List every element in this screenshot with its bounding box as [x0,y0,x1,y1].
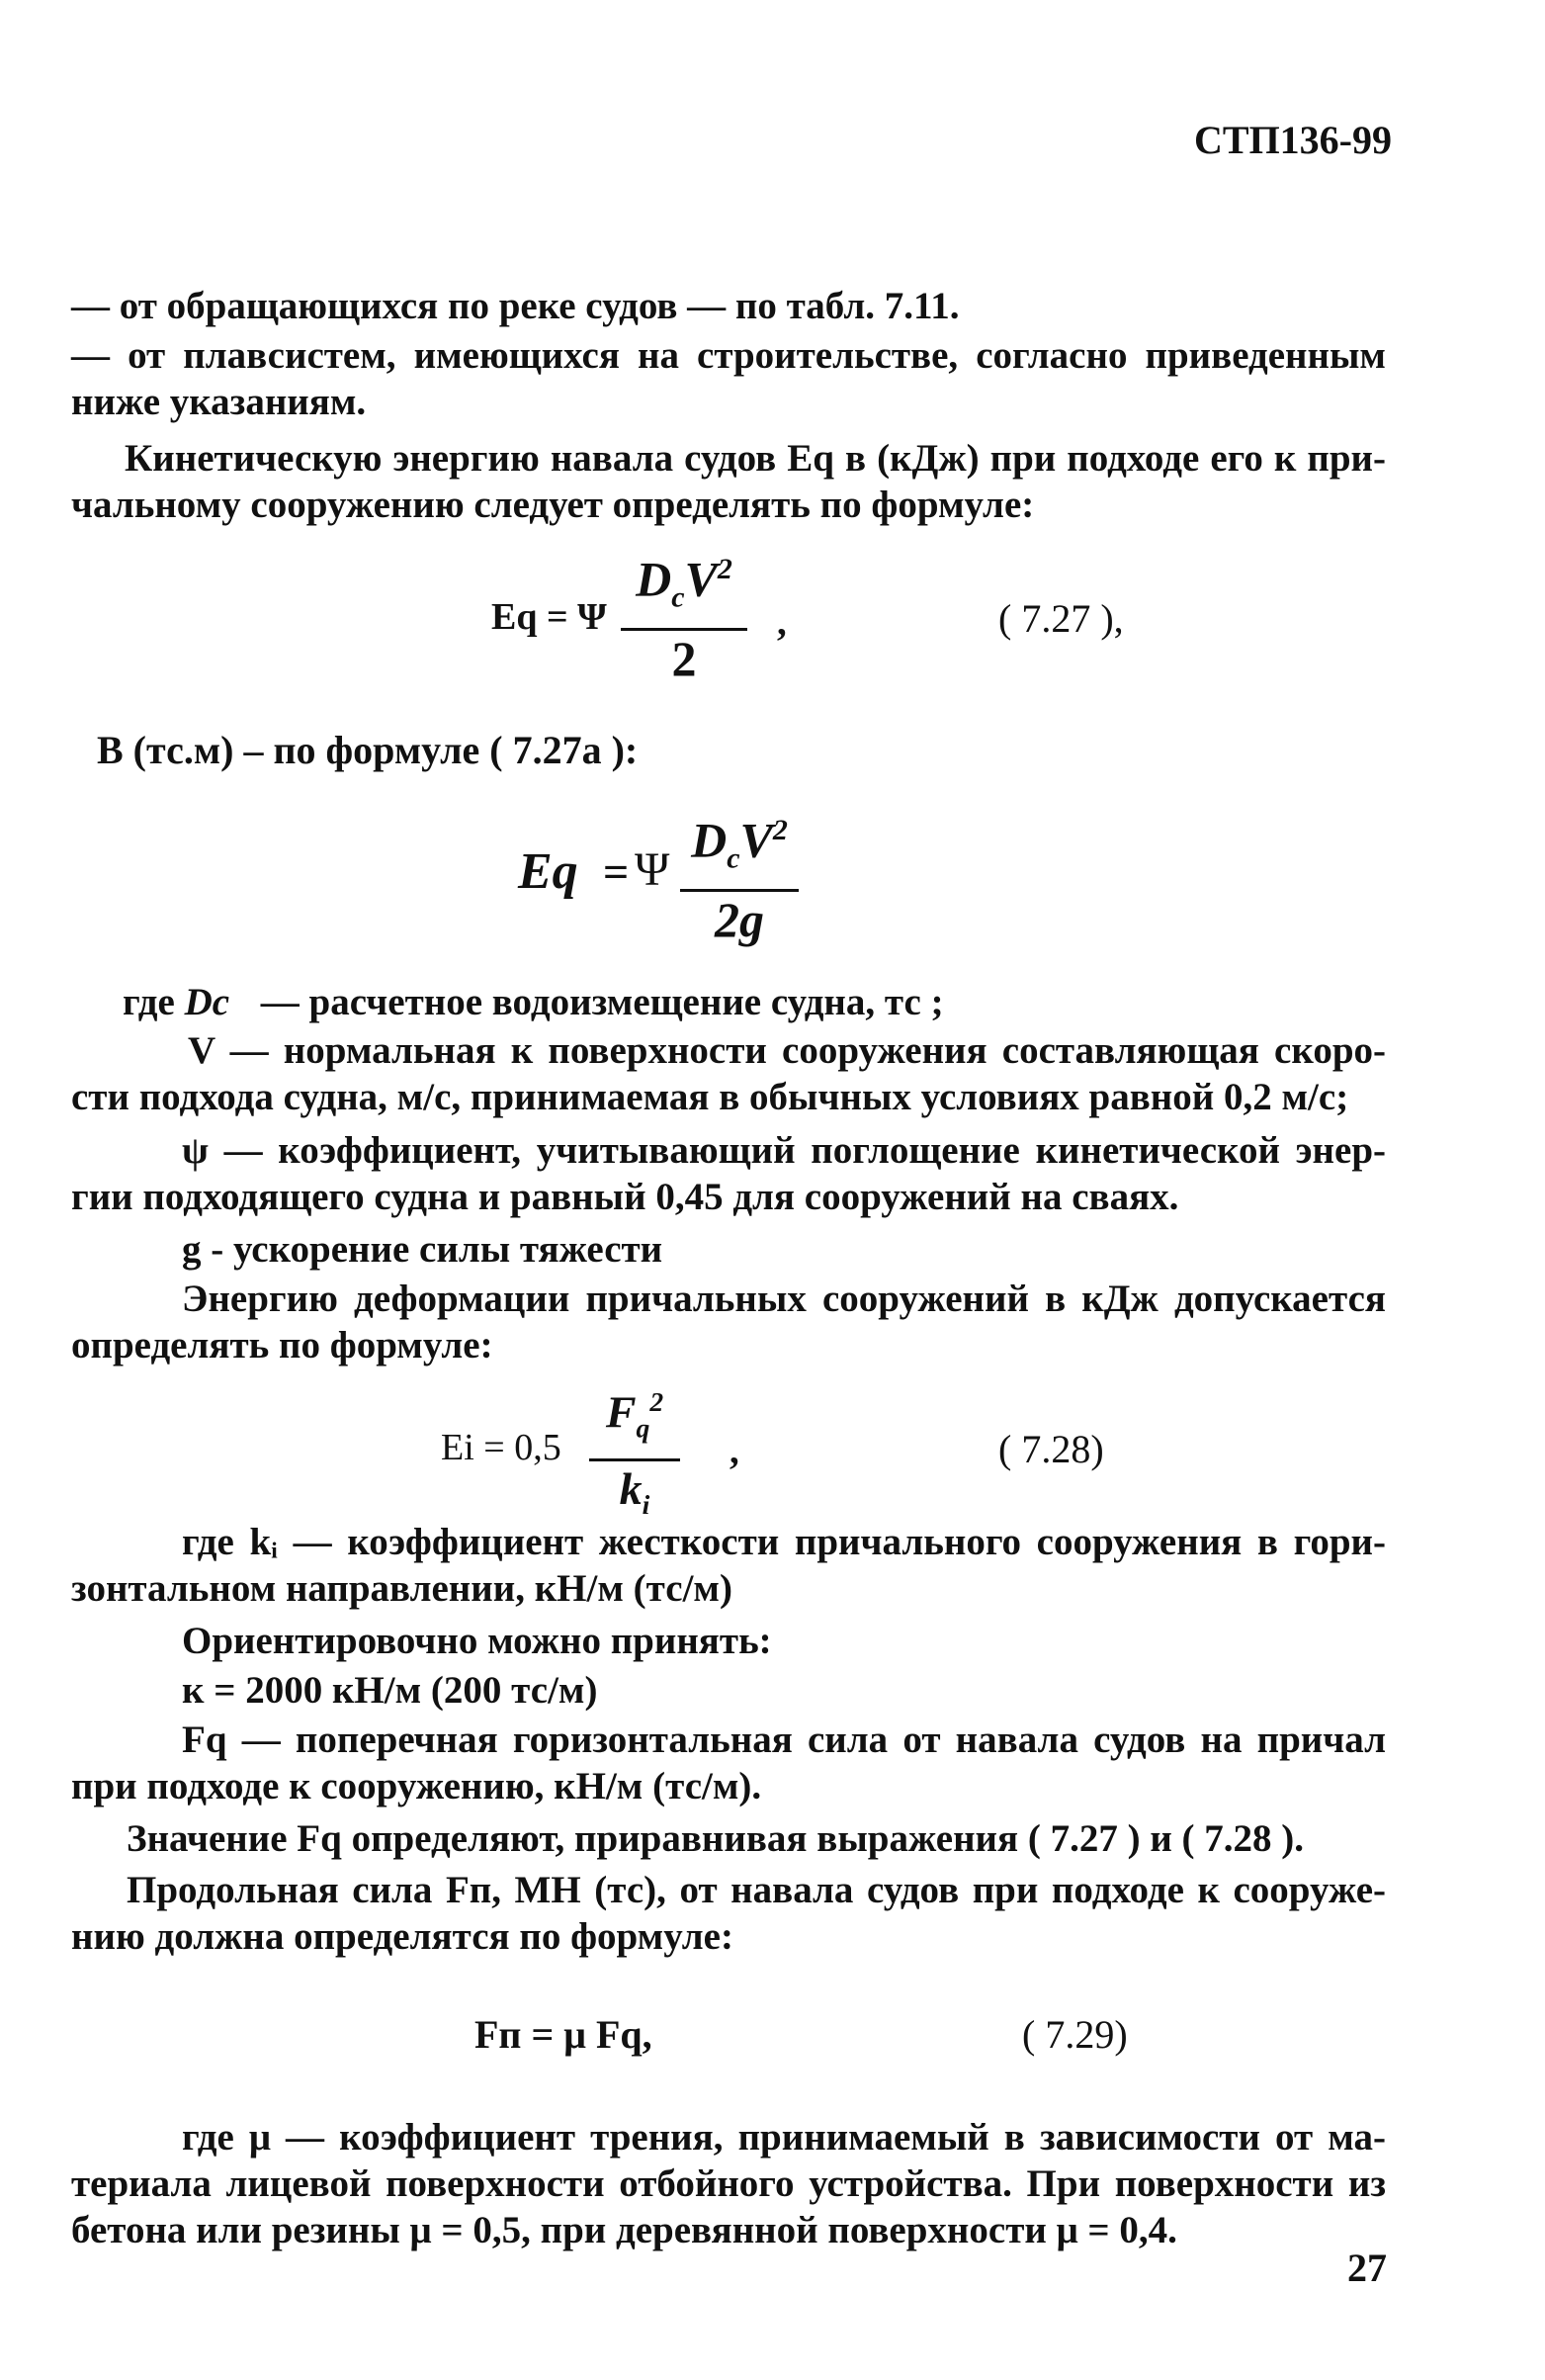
paragraph-line: V — нормальная к поверхности сооружения составляющая скоро- [188,1029,1386,1072]
paragraph [71,332,1386,425]
paragraph-line: Кинетическую энергию навала судов Eq в (кДж) при подходе его к при- [125,437,1386,480]
formula-727-comma: , [777,601,787,644]
paragraph [71,1867,1386,1960]
definition-text: — расчетное водоизмещение судна, тс ; [260,981,944,1023]
paragraph-line: к = 2000 кН/м (200 тс/м) [182,1669,598,1712]
paragraph-line: Продольная сила Fп, МН (тс), от навала судов при подходе к сооруже- [127,1869,1386,1911]
formula-728-fraction [589,1374,680,1533]
symbol-dc: Dc [184,981,230,1023]
formula-727a-denominator: 2g [715,891,764,947]
formula-727a-lhs: Eq [518,843,578,900]
formula-728-denominator: $k_i$ [619,1462,650,1520]
paragraph [71,1127,1386,1220]
formula-727a-fraction [680,803,799,947]
paragraph [71,1276,1386,1368]
formula-727a-numerator: $D_cV^2$ [691,812,788,875]
formula-727a-psi: Ψ [635,843,670,896]
paragraph-line: териала лицевой поверхности отбойного устройства. При поверхности из [71,2162,1386,2205]
paragraph-line: Ориентировочно можно принять: [182,1620,772,1662]
paragraph-line: Fq — поперечная горизонтальная сила от навала судов на причал [182,1719,1386,1761]
paragraph-line: — от обращающихся по реке судов — по табл. 7.11. [71,285,960,327]
formula-727-lhs: Eq = Ψ [491,596,607,638]
paragraph-line: где kᵢ — коэффициент жесткости причального сооружения в гори- [182,1521,1386,1563]
paragraph-line: ψ — коэффициент, учитывающий поглощение кинетической энер- [182,1129,1386,1172]
paragraph-line: В (тс.м) – по формуле ( 7.27а ): [97,728,639,772]
where-label: где [123,981,175,1023]
paragraph-line: нию должна определятся по формуле: [71,1915,733,1958]
paragraph [71,1717,1386,1809]
formula-727-reference: ( 7.27 ), [998,596,1124,641]
formula-727-numerator: $D_cV^2$ [636,551,732,614]
definition-line [123,979,944,1026]
formula-728-comma: , [730,1430,739,1472]
paragraph-line: чальному сооружению следует определять по формуле: [71,484,1035,526]
paragraph [71,2114,1386,2253]
formula-729-reference: ( 7.29) [1022,2012,1128,2057]
document-code: СТП136-99 [1194,118,1392,162]
formula-729-expression: Fп = μ Fq, [474,2012,652,2057]
formula-727a-equals: = [603,846,630,897]
paragraph-line: — от плавсистем, имеющихся на строительстве, согласно приведенным [71,334,1386,377]
paragraph-line: при подходе к сооружению, кН/м (тс/м). [71,1765,762,1807]
paragraph-line: зонтальном направлении, кН/м (тс/м) [71,1567,732,1610]
page-number: 27 [1347,2246,1387,2290]
paragraph [71,1519,1386,1612]
formula-727-fraction [621,542,747,686]
definition-line: g - ускорение силы тяжести [182,1228,663,1271]
formula-728-numerator: $F_q^2$ [605,1386,664,1444]
paragraph-line: где μ — коэффициент трения, принимаемый в зависимости от ма- [182,2116,1386,2159]
paragraph-line: бетона или резины μ = 0,5, при деревянной поверхности μ = 0,4. [71,2209,1177,2251]
paragraph-line: гии подходящего судна и равный 0,45 для сооружений на сваях. [71,1176,1179,1218]
paragraph-line: определять по формуле: [71,1324,493,1366]
paragraph-line: Энергию деформации причальных сооружений в кДж допускается [182,1278,1386,1320]
formula-728-reference: ( 7.28) [998,1427,1104,1471]
formula-727-denominator: 2 [671,630,697,686]
formula-728-lhs: Ei = 0,5 [441,1427,561,1468]
paragraph [71,435,1386,528]
paragraph [71,1027,1386,1120]
paragraph-line: ниже указаниям. [71,381,367,423]
paragraph-line: Значение Fq определяют, приравнивая выражения ( 7.27 ) и ( 7.28 ). [127,1817,1305,1860]
paragraph-line: сти подхода судна, м/с, принимаемая в обычных условиях равной 0,2 м/с; [71,1076,1349,1118]
